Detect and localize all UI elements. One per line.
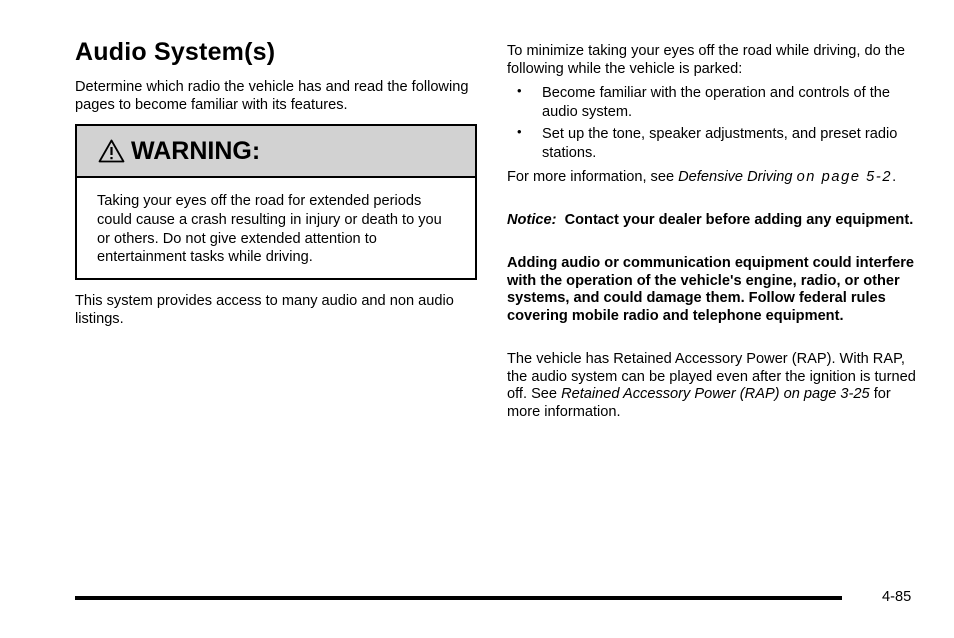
- adding-equipment-paragraph: Adding audio or communication equipment could interfere with the operation of the vehicle's engine, radio, or other systems, and could damage them. Follow federal rules covering mobile radio and telephone equipment.: [507, 255, 915, 324]
- page-title: Audio System(s): [75, 38, 276, 66]
- bullet-icon: •: [517, 124, 522, 140]
- more-info-prefix: For more information, see: [507, 169, 679, 185]
- defensive-driving-page[interactable]: on page 5-2: [796, 169, 893, 185]
- rap-page[interactable]: on page 3-25: [783, 386, 870, 403]
- rap-link[interactable]: Retained Accessory Power (RAP): [561, 386, 780, 403]
- warning-box: [75, 124, 477, 280]
- rap-suffix: for more information.: [507, 386, 891, 420]
- footer-rule: [75, 596, 842, 600]
- list-item: [507, 84, 917, 121]
- defensive-driving-link[interactable]: Defensive Driving: [678, 169, 793, 185]
- warning-triangle-icon: [98, 139, 125, 163]
- list-item: [507, 125, 917, 162]
- notice-paragraph: [507, 212, 917, 230]
- more-info-suffix: .: [892, 169, 897, 185]
- warning-text: Taking your eyes off the road for extended periods could cause a crash resulting in injury or death to you or others. Do not give extended attention to entertainment tasks while driving.: [97, 193, 442, 266]
- warning-label: WARNING:: [131, 136, 261, 165]
- warning-header: [77, 126, 475, 178]
- minimize-paragraph: To minimize taking your eyes off the road while driving, do the following while the vehicle is parked:: [507, 43, 906, 77]
- list-item-text: Become familiar with the operation and controls of the audio system.: [542, 85, 891, 120]
- page-number: 4-85: [882, 589, 912, 605]
- notice-label: Notice:: [507, 212, 557, 228]
- tips-list: [507, 84, 917, 166]
- notice-text: Contact your dealer before adding any equipment.: [564, 212, 914, 228]
- rap-prefix: The vehicle has Retained Accessory Power (RAP). With RAP, the audio system can be played even after the ignition is turned off. See: [507, 351, 916, 403]
- intro-paragraph: Determine which radio the vehicle has and read the following pages to become familiar with its features.: [75, 79, 469, 113]
- bullet-icon: •: [517, 83, 522, 98]
- access-paragraph: This system provides access to many audio and non audio listings.: [75, 293, 454, 327]
- more-info-paragraph: [507, 169, 917, 187]
- rap-paragraph: [507, 351, 917, 421]
- list-item-text: Set up the tone, speaker adjustments, and preset radio stations.: [542, 126, 898, 161]
